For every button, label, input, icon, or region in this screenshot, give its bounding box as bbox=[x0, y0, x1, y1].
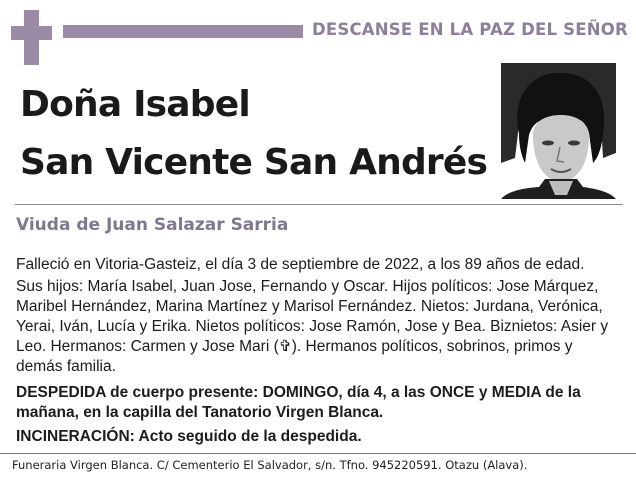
cremation-details: INCINERACIÓN: Acto seguido de la despedida. bbox=[16, 428, 362, 445]
farewell-details: DESPEDIDA de cuerpo presente: DOMINGO, día 4, a las ONCE y MEDIA de la mañana, en la capilla del Tanatorio Virgen Blanca. bbox=[16, 384, 581, 421]
funeral-home-footer: Funeraria Virgen Blanca. C/ Cementerio El Salvador, s/n. Tfno. 945220591. Otazu (Alava). bbox=[12, 458, 528, 472]
header-rule bbox=[63, 25, 303, 38]
portrait-photo bbox=[501, 63, 616, 199]
small-cross-icon: ✞ bbox=[278, 338, 292, 355]
death-statement: Falleció en Vitoria-Gasteiz, el día 3 de septiembre de 2022, a los 89 años de edad. bbox=[16, 256, 585, 273]
deceased-name-line2: San Vicente San Andrés bbox=[20, 142, 488, 183]
portrait-illustration bbox=[501, 63, 616, 199]
footer-rule bbox=[0, 453, 636, 454]
name-separator bbox=[15, 204, 623, 205]
header-title: DESCANSE EN LA PAZ DEL SEÑOR bbox=[312, 20, 628, 39]
deceased-name-line1: Doña Isabel bbox=[20, 84, 250, 125]
family-list-part1: Sus hijos: María Isabel, Juan Jose, Fernando y Oscar. Hijos políticos: Jose Márquez, Maribel Hernández, Marina Martínez y Marisol Fernández. Nietos: Jurdana, Verónica, Yerai, Iván, Lucía y Erika. Nietos políticos: Jose Ramón, Jose y Bea. Biznietos: Asier y Leo. Hermanos: Carmen y Jose Mari ( bbox=[16, 278, 609, 355]
cross-horizontal-bar bbox=[11, 26, 52, 40]
family-list bbox=[16, 277, 621, 377]
widow-subtitle: Viuda de Juan Salazar Sarria bbox=[16, 215, 289, 235]
family-list-part2: ). Hermanos políticos, sobrinos, primos y demás familia. bbox=[16, 338, 573, 375]
